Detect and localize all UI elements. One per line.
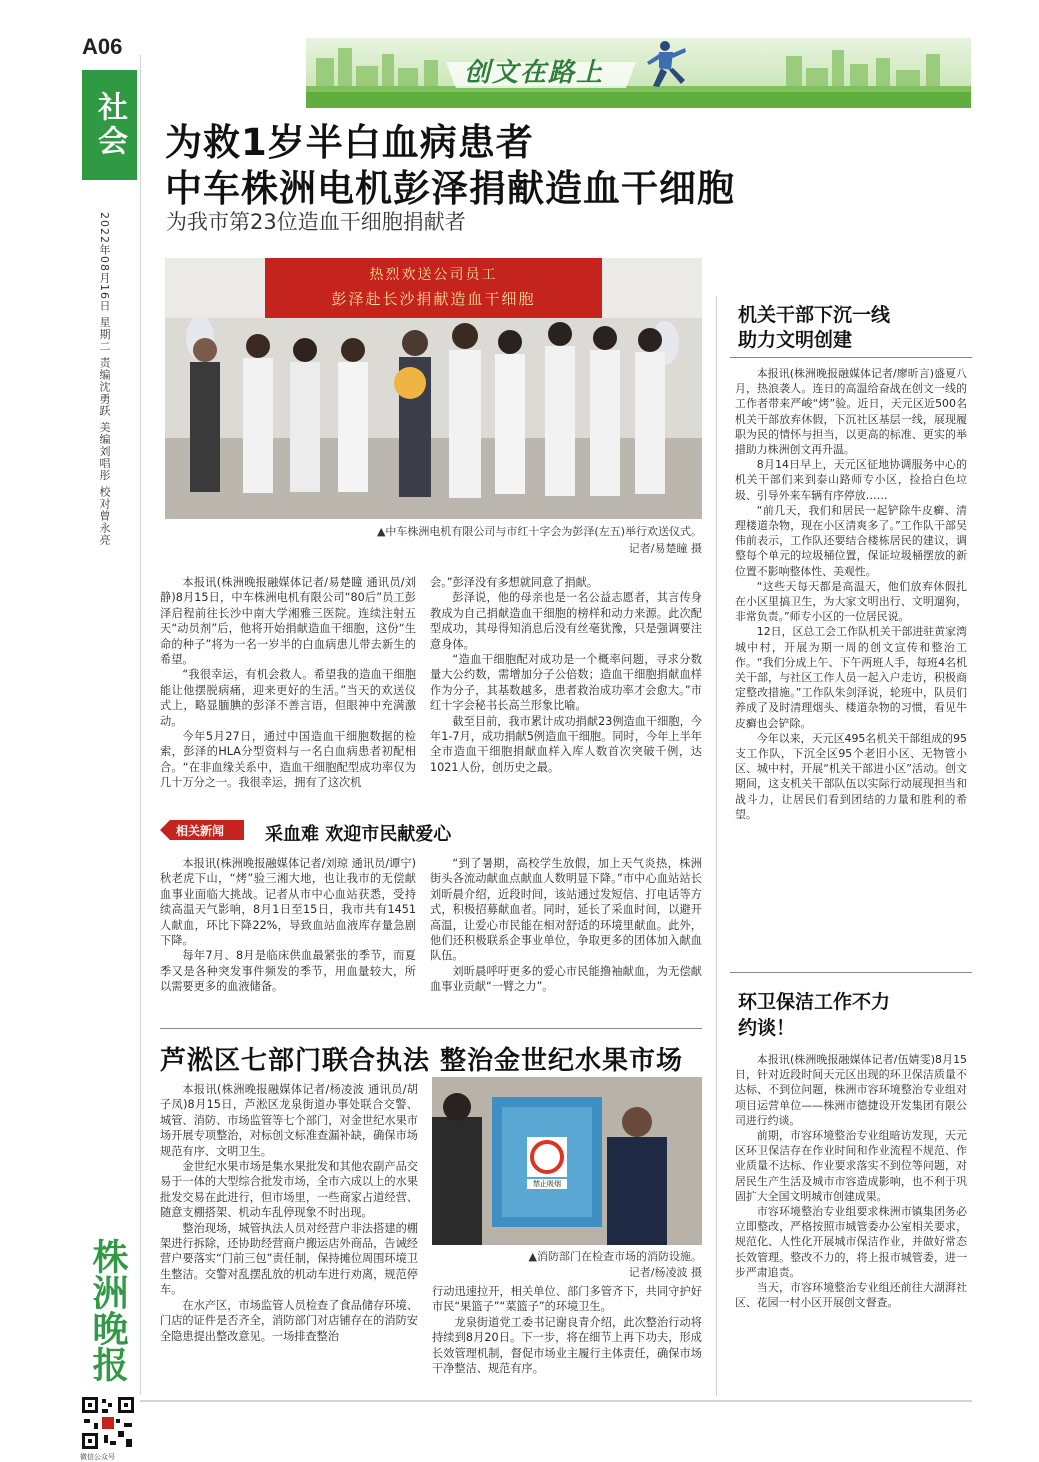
- paragraph: 今年5月27日，通过中国造血干细胞数据的检索，彭泽的HLA分型资料与一名白血病患者初配相合。“在非血缘关系中，造血干细胞配型成功率仅为几十万分之一。我很幸运，拥有了这次机: [160, 730, 416, 790]
- divider: [730, 972, 972, 973]
- main-story-col1: [160, 575, 416, 791]
- paragraph: 前期，市容环境整治专业组暗访发现，天元区环卫保洁存在作业时间和作业流程不规范、作业质量不达标、作业要求落实不到位等问题，对居民生产生活及城市市容造成影响，也不利于巩固扩大全国文明城市创建成果。: [735, 1129, 967, 1203]
- paragraph: 刘昕晨呼吁更多的爱心市民能撸袖献血，为无偿献血事业贡献“一臂之力”。: [430, 964, 702, 994]
- ceremony-photo: [165, 258, 702, 519]
- paragraph: 8月14日早上，天元区征地协调服务中心的机关干部们来到泰山路师专小区，捡拾白色垃圾、引导外来车辆有序停放……: [735, 458, 967, 502]
- photo2-caption: ▲消防部门在检查市场的消防设施。: [528, 1250, 702, 1263]
- paragraph: 本报讯(株洲晚报融媒体记者/伍婧雯)8月15日，针对近段时间天元区出现的环卫保洁质量不达标、不到位问题，株洲市容环境整治专业组对项目运营单位——株洲市德捷设开发集团有限公司进行约谈。: [735, 1053, 967, 1127]
- banner-title: 创文在路上: [464, 58, 605, 88]
- divider: [730, 357, 972, 358]
- paragraph: 龙泉街道党工委书记谢良青介绍，此次整治行动将持续到8月20日。下一步，将在细节上再下功夫，形成长效管理机制，督促市场业主履行主体责任，确保市场干净整洁、规范有序。: [432, 1315, 702, 1376]
- photo1-caption: ▲中车株洲电机有限公司与市红十字会为彭泽(左五)举行欢送仪式。: [376, 525, 702, 538]
- related-col1: [160, 856, 416, 995]
- paragraph: “到了暑期，高校学生放假，加上天气炎热，株洲街头各流动献血点献血人数明显下降。”市中心血站站长刘昕晨介绍，近段时间，该站通过发短信、打电话等方式，积极招募献血者。同时，延长了采血时间，以避开高温，让爱心市民能在相对舒适的环境里献血。此外，他们还积极联系企事业单位，争取更多的团体加入献血队伍。: [430, 857, 702, 963]
- side1-title-line2: 助力文明创建: [738, 329, 853, 351]
- story2-headline: 芦淞区七部门联合执法 整治金世纪水果市场: [160, 1046, 684, 1076]
- photo-banner-line2: 彭泽赴长沙捐献造血干细胞: [331, 290, 536, 308]
- photo1-credit: 记者/易楚瞳 摄: [628, 542, 702, 555]
- headline-line2: 中车株洲电机彭泽捐献造血干细胞: [165, 167, 735, 210]
- paragraph: 12日，区总工会工作队机关干部进驻黄家湾城中村，开展为期一周的创文宣传和整治工作。“我们分成上午、下午两班人手，每班4名机关干部，与社区工作人员一起入户走访，积极商定整改措施。”工作队朱剑泽说，轮班中，队员们养成了及时清理烟头、楼道杂物的习惯，看见牛皮癣也会铲除。: [735, 625, 967, 730]
- photo-banner-line1: 热烈欢送公司员工: [369, 267, 498, 283]
- paragraph: 整治现场，城管执法人员对经营户非法搭建的棚架进行拆除，还协助经营商户搬运店外商品，告诫经营户要落实“门前三包”责任制，保持摊位周围环境卫生整洁。交警对乱摆乱放的机动车进行劝离，规范停车。: [160, 1221, 418, 1297]
- column-rule: [716, 296, 717, 1396]
- dateline: 2022年08月16日 星期二 责编沈勇跃 美编刘唱彤 校对曾永亮: [98, 212, 111, 546]
- side2-title-line1: 环卫保洁工作不力: [738, 991, 891, 1013]
- related-tag-label: 相关新闻: [176, 824, 225, 838]
- section-tag: 社会: [82, 70, 137, 180]
- divider: [160, 1028, 702, 1029]
- side2-body: [735, 1052, 967, 1310]
- paragraph: 当天，市容环境整治专业组还前往大湖湃社区、花园一村小区开展创文督查。: [735, 1281, 967, 1310]
- story2-col1: [160, 1082, 418, 1344]
- inspection-photo: [432, 1077, 702, 1245]
- banner: [306, 38, 971, 108]
- qr-code-icon[interactable]: [80, 1395, 136, 1451]
- page-number: A06: [82, 34, 123, 59]
- paragraph: 在水产区，市场监管人员检查了食品储存环境、门店的证件是否齐全，消防部门对店铺存在的消防安全隐患提出整改意见。一场排查整治: [160, 1298, 418, 1343]
- main-story-col2: [430, 575, 702, 775]
- bottom-rule: [140, 1400, 972, 1402]
- paragraph: 本报讯(株洲晚报融媒体记者/廖昕言)盛夏八月，热浪袭人。连日的高温给奋战在创文一线的工作者带来严峻“烤”验。近日，天元区近500名机关干部放弃休假，下沉社区基层一线，展现履职为民的情怀与担当，以更高的标准、更实的举措助力株洲创文再升温。: [735, 367, 967, 457]
- paragraph: 本报讯(株洲晚报融媒体记者/杨凌波 通讯员/胡子凤)8月15日，芦淞区龙泉街道办事处联合交警、城管、消防、市场监管等七个部门，对金世纪水果市场开展专项整治，对标创文标准查漏补缺，确保市场规范有序、文明卫生。: [160, 1083, 418, 1158]
- paragraph: 市容环境整治专业组要求株洲市镇集团务必立即整改，严格按照市城管委办公室相关要求，规范化、人性化开展城市保洁作业，并做好常态长效管理。整改不力的，将上报市城管委，进一步严肃追责。: [735, 1205, 967, 1279]
- subheadline: 为我市第23位造血干细胞捐献者: [166, 210, 466, 234]
- side2-title-line2: 约谈！: [738, 1017, 796, 1039]
- side1-body: [735, 366, 967, 822]
- paragraph: 截至目前，我市累计成功捐献23例造血干细胞，今年1-7月，成功捐献5例造血干细胞。同时，今年上半年全市造血干细胞捐献血样入库人数首次突破千例，达1021人份，创历史之最。: [430, 714, 702, 774]
- qr-label: 微信公众号: [80, 1453, 115, 1461]
- banner-graphic: [306, 38, 971, 108]
- sign-text: 禁止吸烟: [527, 1179, 567, 1189]
- related-tag: [160, 820, 244, 840]
- masthead-logo: 株洲晚报: [87, 1238, 129, 1382]
- photo2-credit: 记者/杨凌波 摄: [628, 1266, 702, 1279]
- paragraph: 每年7月、8月是临床供血最紧张的季节，而夏季又是各种突发事件频发的季节，用血量较大，所以需要更多的血液储备。: [160, 949, 416, 994]
- paragraph: “这些天每天都是高温天，他们放弃休假扎在小区里搞卫生，为大家文明出行、文明遛狗，非常负责。”师专小区的一位居民说。: [735, 579, 967, 624]
- paragraph: 行动迅速拉开，相关单位、部门多管齐下，共同守护好市民“果篮子”“菜篮子”的环境卫生。: [432, 1285, 702, 1314]
- related-col2: [430, 856, 702, 995]
- paragraph: 会。”彭泽没有多想就同意了捐献。: [430, 576, 599, 589]
- paragraph: 本报讯(株洲晚报融媒体记者/易楚瞳 通讯员/刘静)8月15日，中车株洲电机有限公司“80后”员工彭泽启程前往长沙中南大学湘雅三医院。连续注射五天“动员剂”后，他将开始捐献造血干细胞，这份“生命的种子”将为一名一岁半的白血病患儿带去新生的希望。: [160, 576, 416, 667]
- paragraph: “造血干细胞配对成功是一个概率问题，寻求分数量大公约数，需增加分子公倍数；造血干细胞捐献血样作为分子，其基数越多，患者救治成功率才会愈大。”市红十字会秘书长高兰形象比喻。: [430, 653, 702, 713]
- paragraph: “我很幸运，有机会救人。希望我的造血干细胞能让他摆脱病痛，迎来更好的生活。”当天的欢送仪式上，略显腼腆的彭泽不善言语，但眼神中充满激动。: [160, 668, 416, 728]
- left-rule: [140, 55, 141, 1395]
- story2-col2: [432, 1284, 702, 1376]
- paragraph: 彭泽说，他的母亲也是一名公益志愿者，其言传身教成为自己捐献造血干细胞的榜样和动力来源。此次配型成功，其母得知消息后没有丝毫犹豫，只是强调要注意身体。: [430, 591, 702, 651]
- headline-line1: 为救1岁半白血病患者: [165, 121, 534, 164]
- related-title: 采血难 欢迎市民献爱心: [265, 824, 452, 845]
- paragraph: 本报讯(株洲晚报融媒体记者/刘琼 通讯员/谭宁)秋老虎下山，“烤”验三湘大地，也让我市的无偿献血事业面临大挑战。记者从市中心血站获悉，受持续高温天气影响，8月1日至15日，我市共有1451人献血，环比下降22%，导致血站血液库存量急剧下降。: [160, 857, 416, 948]
- side1-title-line1: 机关干部下沉一线: [738, 304, 891, 326]
- paragraph: 今年以来，天元区495名机关干部组成的95支工作队，下沉全区95个老旧小区、无物管小区、城中村，开展“机关干部进小区”活动。创文期间，这支机关干部队伍以实际行动展现担当和战斗力，让居民们看到团结的力量和胜利的希望。: [735, 731, 967, 821]
- paragraph: 金世纪水果市场是集水果批发和其他农副产品交易于一体的大型综合批发市场，全市六成以上的水果批发交易在此进行，但市场里，一些商家占道经营、随意支棚搭架、机动车乱停现象不时出现。: [160, 1160, 418, 1220]
- paragraph: “前几天，我们和居民一起铲除牛皮癣、清理楼道杂物，现在小区清爽多了。”工作队干部吴伟前表示，工作队还要结合楼栋居民的建议，调整每个单元的垃圾桶位置，保证垃圾桶摆放的新位置不影响整体性、美观性。: [735, 503, 967, 578]
